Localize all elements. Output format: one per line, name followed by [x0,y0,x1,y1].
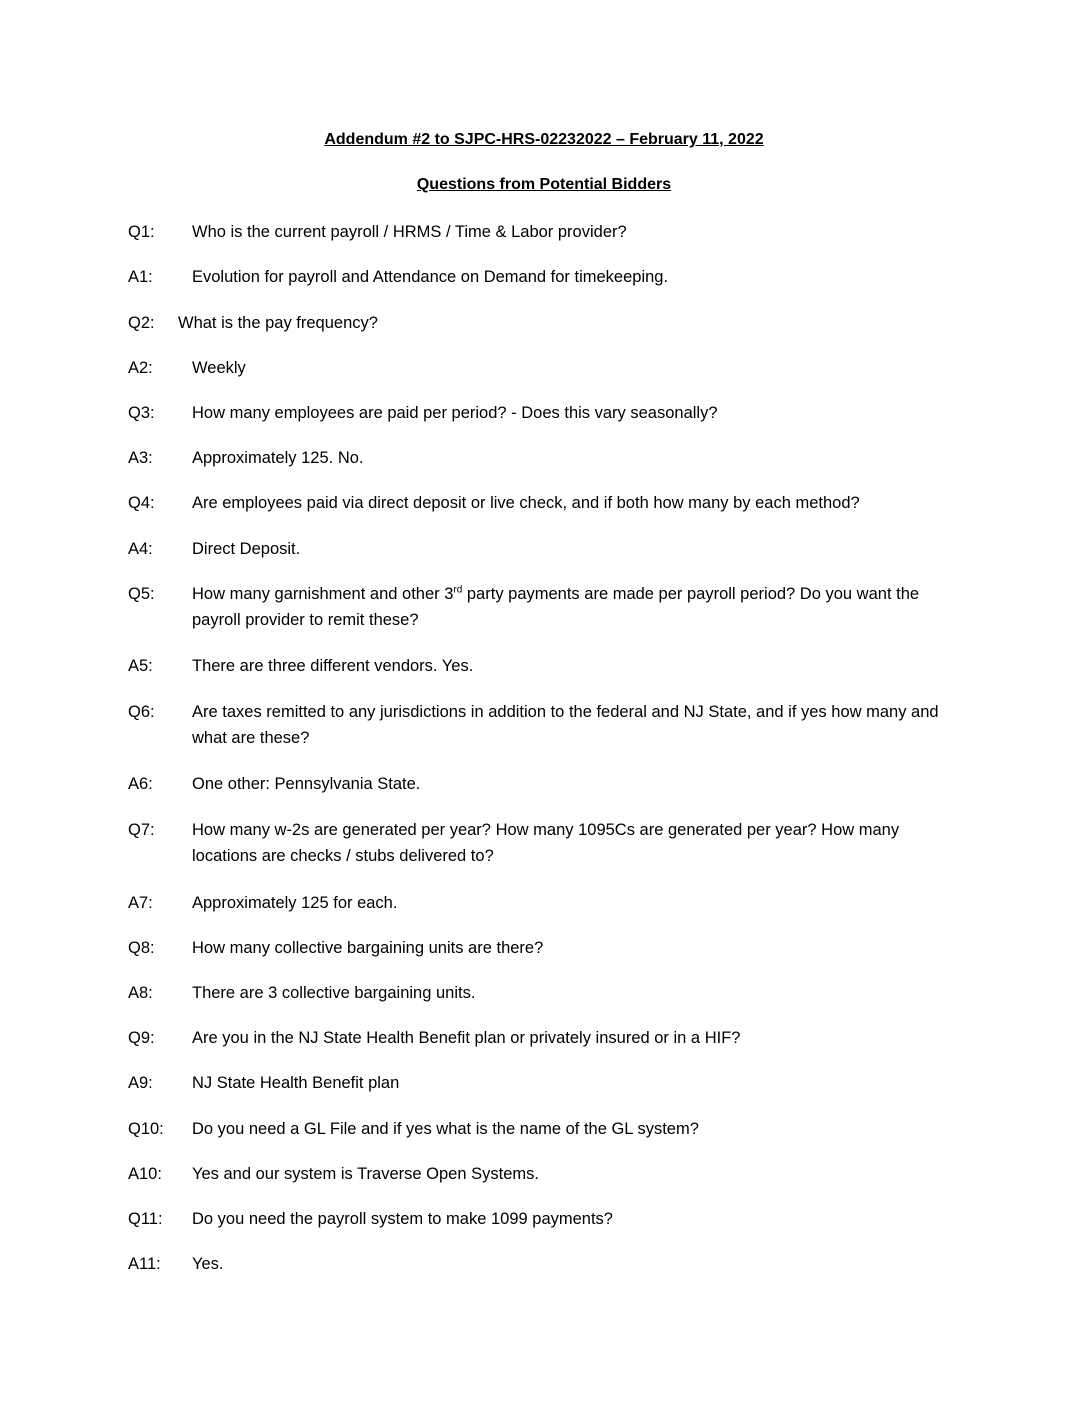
qa-item-a5 [128,653,968,679]
qa-text [192,581,968,633]
qa-item-a9 [128,1070,968,1096]
qa-text: Weekly [192,359,246,377]
qa-text: Direct Deposit. [192,540,301,558]
qa-text: Who is the current payroll / HRMS / Time & Labor provider? [192,223,627,241]
qa-label: A2: [128,359,153,377]
qa-label: A4: [128,540,153,558]
qa-item-q9 [128,1025,968,1051]
qa-text: How many employees are paid per period? - Does this vary seasonally? [192,404,718,422]
qa-label: A9: [128,1074,153,1092]
qa-item-a10 [128,1161,968,1187]
qa-label: Q2: [128,314,155,332]
qa-item-q10 [128,1116,968,1142]
qa-item-q6 [128,699,968,751]
qa-item-q8 [128,935,968,961]
qa-text: There are three different vendors. Yes. [192,657,474,675]
qa-label: A10: [128,1165,162,1183]
qa-label: Q5: [128,585,155,603]
qa-label: Q10: [128,1120,164,1138]
qa-label: A8: [128,984,153,1002]
qa-text: There are 3 collective bargaining units. [192,984,476,1002]
qa-label: A11: [128,1255,161,1273]
qa-item-a4 [128,536,968,562]
qa-label: Q3: [128,404,155,422]
qa-label: A1: [128,268,153,286]
document-title: Addendum #2 to SJPC-HRS-02232022 – February 11, 2022 [324,131,764,148]
qa-label: Q9: [128,1029,155,1047]
ordinal-suffix: rd [453,584,463,596]
qa-text: NJ State Health Benefit plan [192,1074,400,1092]
qa-item-a3 [128,445,968,471]
qa-text: Evolution for payroll and Attendance on Demand for timekeeping. [192,268,669,286]
qa-item-a6 [128,771,968,797]
qa-item-a8 [128,980,968,1006]
qa-text: Are taxes remitted to any jurisdictions in addition to the federal and NJ State, and if yes how many and what are these? [192,703,939,747]
qa-label: Q11: [128,1210,163,1228]
qa-item-q2 [128,310,968,336]
qa-text: Are employees paid via direct deposit or live check, and if both how many by each method? [192,494,860,512]
qa-label: A6: [128,775,153,793]
qa-text: Are you in the NJ State Health Benefit plan or privately insured or in a HIF? [192,1029,741,1047]
qa-label: Q1: [128,223,155,241]
qa-item-q11 [128,1206,968,1232]
qa-label: A3: [128,449,153,467]
qa-item-a7 [128,890,968,916]
qa-text: How many w-2s are generated per year? How many 1095Cs are generated per year? How many locations are checks / stubs delivered to? [192,821,900,865]
qa-label: Q6: [128,703,155,721]
qa-item-q1 [128,219,968,245]
qa-item-q5 [128,581,968,633]
qa-label: Q4: [128,494,155,512]
qa-item-a11 [128,1251,968,1277]
qa-text: One other: Pennsylvania State. [192,775,421,793]
qa-item-q7 [128,817,968,869]
qa-item-q4 [128,490,968,516]
qa-text: Do you need a GL File and if yes what is the name of the GL system? [192,1120,699,1138]
qa-text: Do you need the payroll system to make 1099 payments? [192,1210,613,1228]
qa-item-a2 [128,355,968,381]
document-subtitle: Questions from Potential Bidders [416,176,672,193]
qa-text: What is the pay frequency? [178,314,378,332]
qa-label: A7: [128,894,153,912]
qa-label: Q8: [128,939,155,957]
qa-label: A5: [128,657,153,675]
qa-item-q3 [128,400,968,426]
qa-text: Yes and our system is Traverse Open Systems. [192,1165,539,1183]
qa-item-a1 [128,264,968,290]
qa-text: Yes. [192,1255,224,1273]
qa-label: Q7: [128,821,155,839]
qa-text-part: party payments are made per payroll period? Do you want the payroll provider to remit these? [192,585,920,629]
qa-text: How many collective bargaining units are there? [192,939,544,957]
qa-text: Approximately 125 for each. [192,894,398,912]
qa-text: Approximately 125. No. [192,449,364,467]
qa-text-part: How many garnishment and other 3 [192,585,454,603]
